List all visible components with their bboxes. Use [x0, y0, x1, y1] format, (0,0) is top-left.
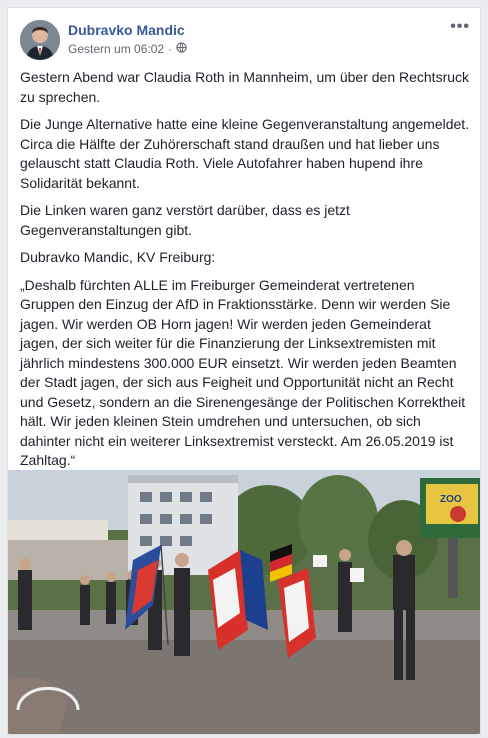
post-meta: [68, 42, 187, 56]
post-paragraph: Gestern Abend war Claudia Roth in Mannheim, um über den Rechtsruck zu sprechen.: [20, 69, 470, 105]
globe-icon: [176, 42, 187, 56]
post-paragraph: Die Junge Alternative hatte eine kleine Gegenveranstaltung angemeldet. Circa die Hälfte der Zuhörerschaft stand draußen und hat lieber uns gelauscht statt Claudia Roth. Viele Autofahrer haben hupend ihre Solidarität bekannt.: [20, 116, 470, 191]
post-paragraph: Dubravko Mandic, KV Freiburg:: [20, 249, 216, 265]
more-options-button[interactable]: •••: [450, 18, 470, 35]
post-paragraph: Die Linken waren ganz verstört darüber, dass es jetzt Gegenveranstaltungen gibt.: [20, 202, 350, 238]
avatar[interactable]: [20, 20, 60, 60]
sign-text: ZOO: [440, 494, 462, 505]
author-name[interactable]: Dubravko Mandic: [68, 22, 185, 38]
timestamp[interactable]: Gestern um 06:02: [68, 42, 165, 56]
meta-separator: ·: [168, 42, 173, 56]
post-card: [7, 7, 481, 735]
post-text: [20, 68, 472, 479]
post-photo[interactable]: [8, 470, 481, 735]
post-paragraph: „Deshalb fürchten ALLE im Freiburger Gemeinderat vertretenen Gruppen den Einzug der AfD in Fraktionsstärke. Denn wir werden Sie jagen. Wir werden OB Horn jagen! Wir werden jeden Gemeinderat jagen, der sich weiter für die Finanzierung der Linksextremisten mit jährlich mindestens 300.000 EUR einsetzt. Wir werden jeden Beamten der Stadt jagen, der sich aus Feigheit und Opportunität nicht an Recht und Gesetz, sondern an die Sirenengesänge der Politischen Korrektheit hält. Wir jeden kleinen Stein umdrehen und untersuchen, ob sich dahinter nicht ein weiterer Linksextremist versteckt. Am 26.05.2019 ist Zahltag.“: [20, 276, 466, 468]
